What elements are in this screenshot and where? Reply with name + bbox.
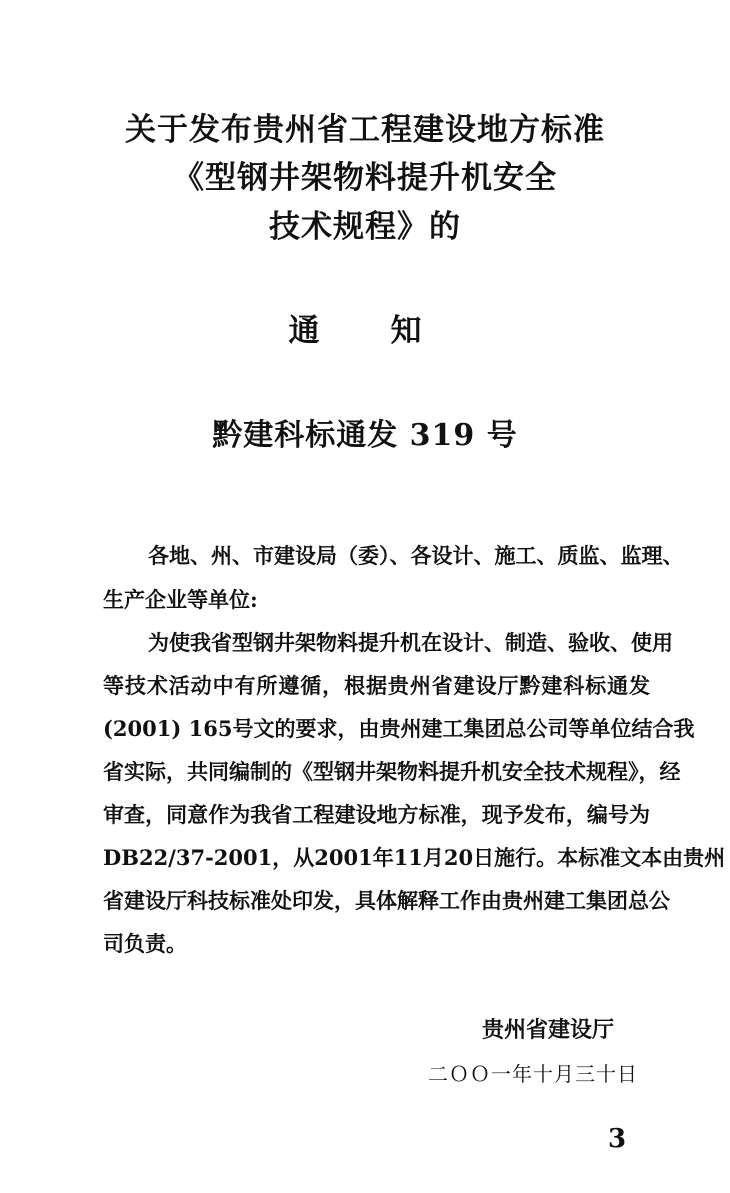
document-number: 黔建科标通发 319 号 [212, 418, 518, 453]
body-line: (2001) 165号文的要求，由贵州建工集团总公司等单位结合我 [103, 716, 695, 741]
body-line: 省建设厅科技标准处印发，具体解释工作由贵州建工集团总公 [103, 888, 670, 913]
body-line: 等技术活动中有所遵循，根据贵州省建设厅黔建科标通发 [103, 673, 650, 698]
title-line-1: 关于发布贵州省工程建设地方标准 [125, 112, 605, 148]
body-line: 司负责。 [103, 931, 187, 956]
signature: 贵州省建设厅 [482, 1018, 615, 1043]
body-line: 各地、州、市建设局（委）、各设计、施工、质监、监理、 [148, 543, 684, 568]
body-line: DB22/37-2001，从2001年11月20日施行。本标准文本由贵州 [103, 845, 726, 870]
notice-heading: 通 知 [288, 313, 442, 349]
page-number: 3 [608, 1124, 627, 1154]
body-line: 审查，同意作为我省工程建设地方标准，现予发布，编号为 [103, 802, 650, 827]
title-line-2: 《型钢井架物料提升机安全 [173, 160, 557, 196]
title-line-3: 技术规程》的 [269, 209, 461, 245]
body-line: 为使我省型钢井架物料提升机在设计、制造、验收、使用 [148, 630, 673, 655]
body-line: 生产企业等单位: [103, 587, 258, 612]
date: 二ＯＯ一年十月三十日 [428, 1062, 638, 1086]
body-line: 省实际，共同编制的《型钢井架物料提升机安全技术规程》，经 [103, 759, 681, 784]
